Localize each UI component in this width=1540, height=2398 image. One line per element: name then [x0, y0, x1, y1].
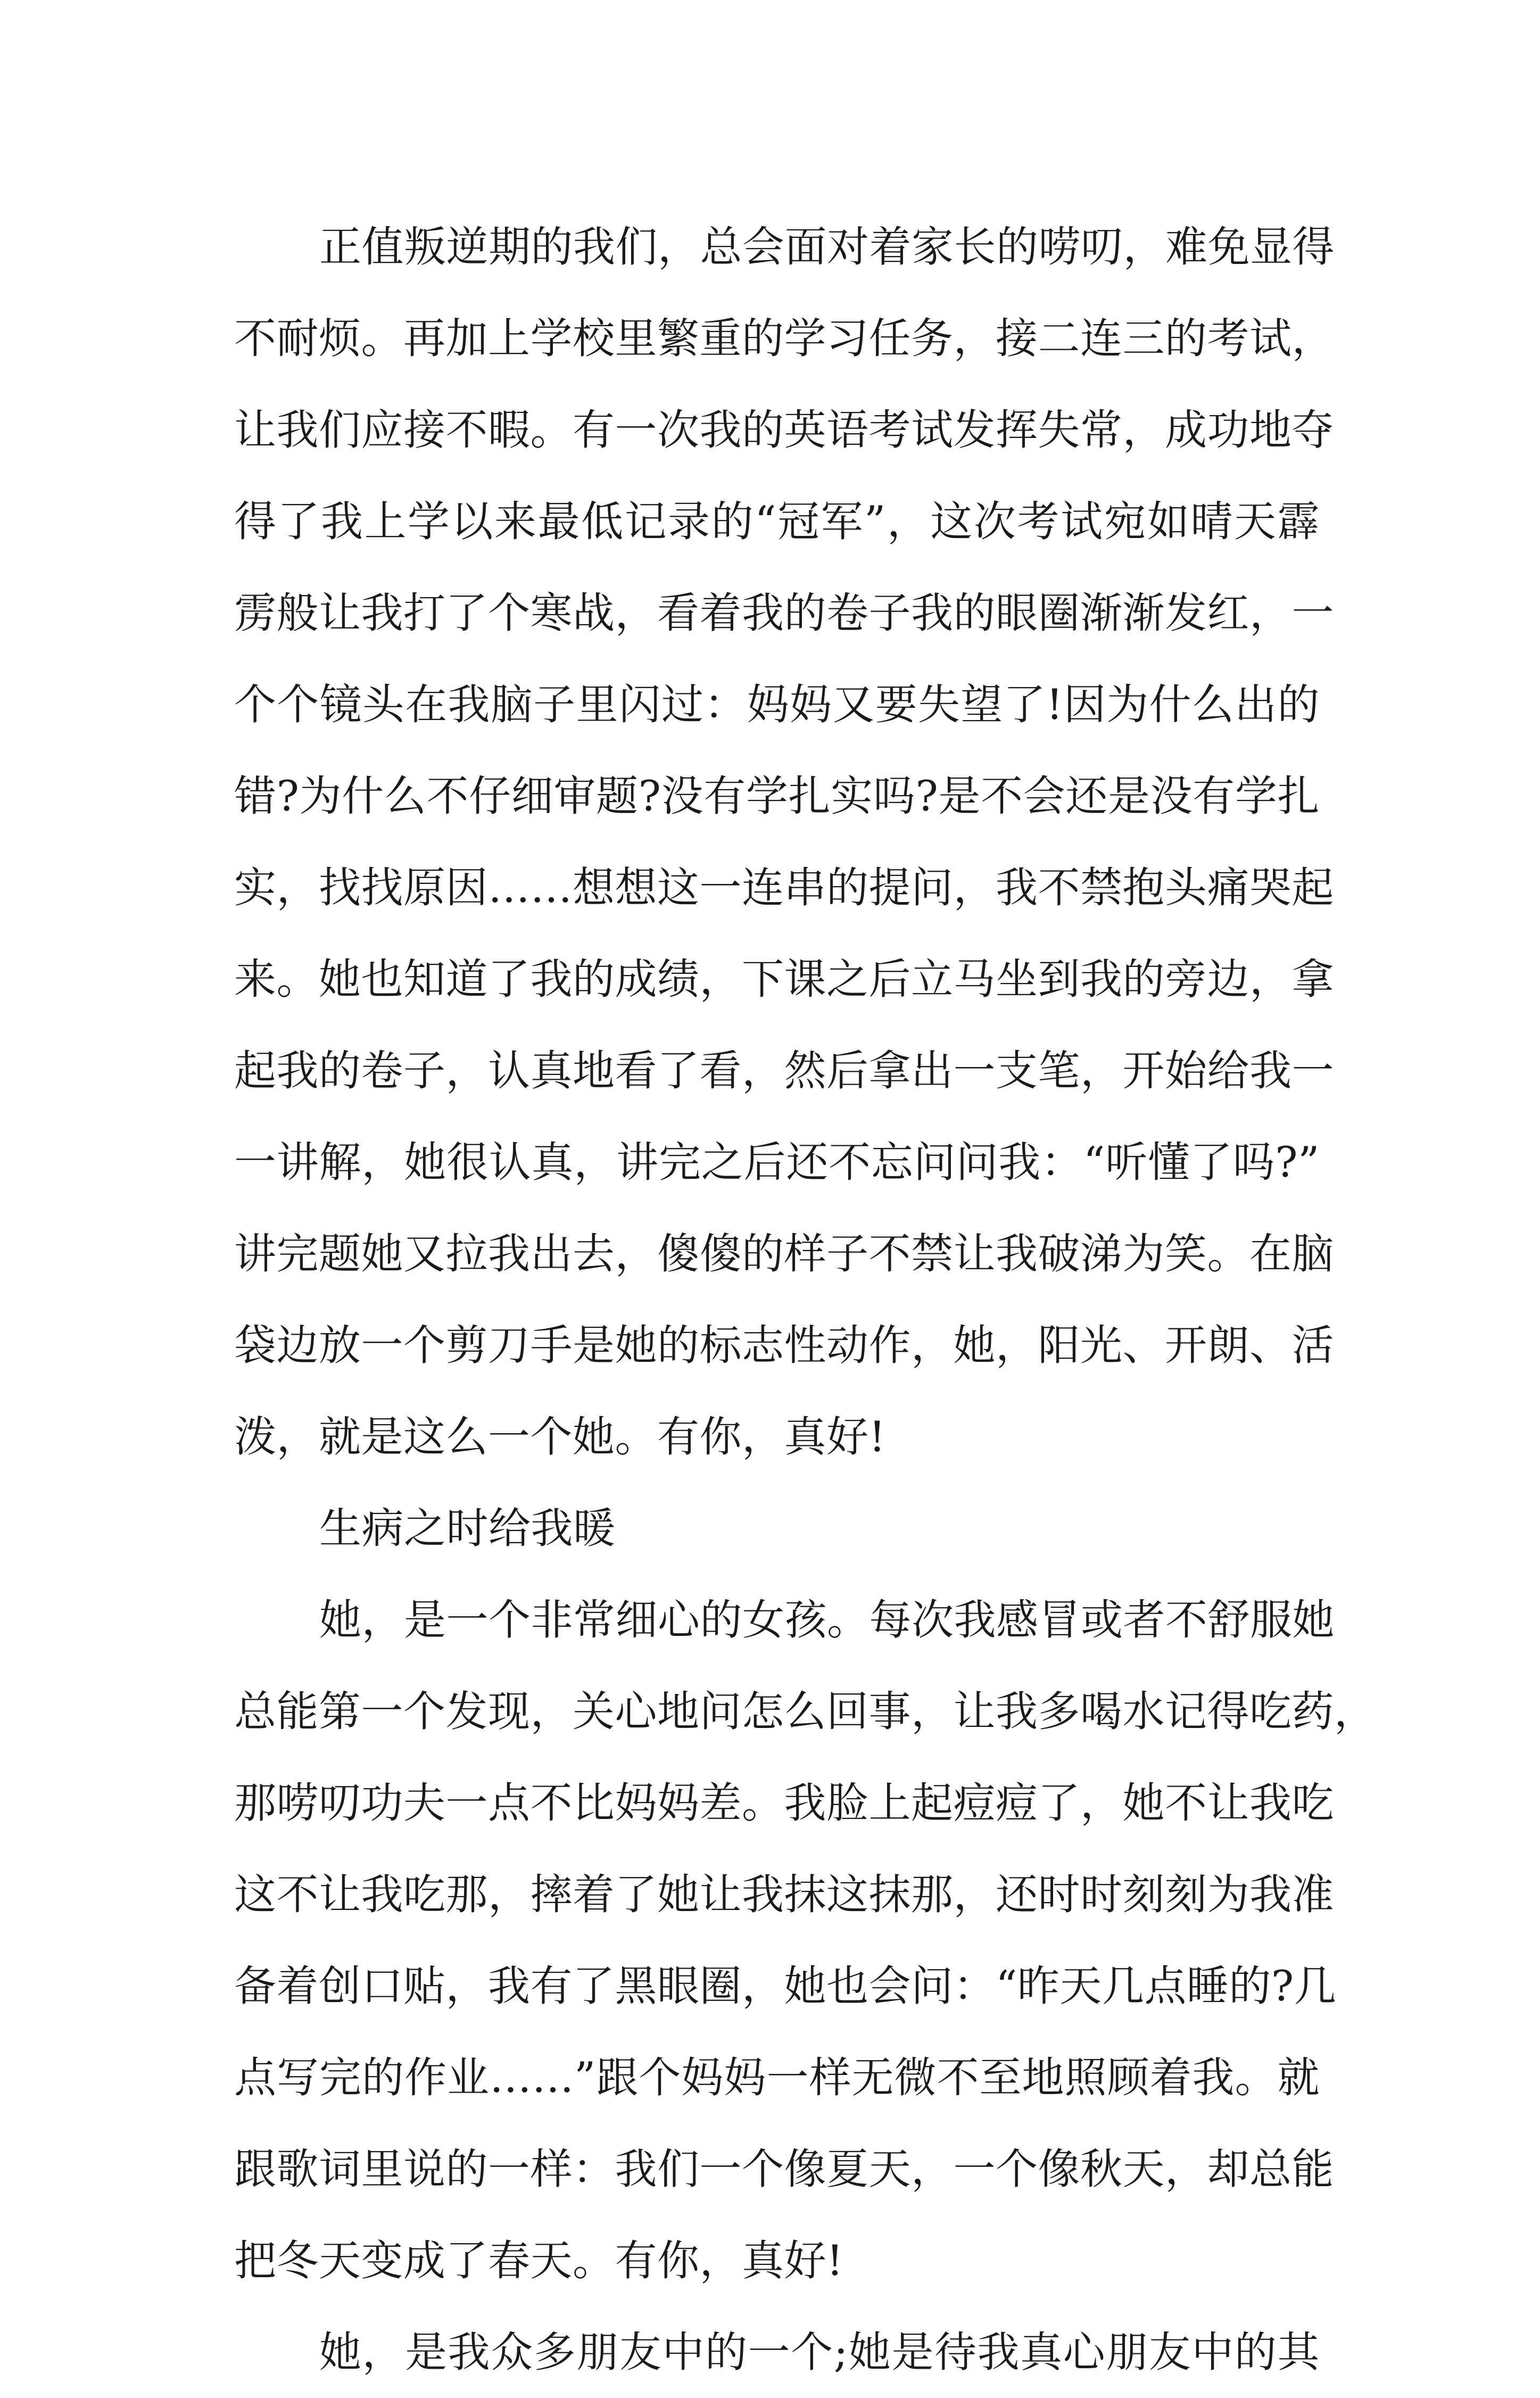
paragraph-line: 正值叛逆期的我们，总会面对着家长的唠叨，难免显得 — [319, 222, 1335, 271]
paragraph-line: 点写完的作业……”跟个妈妈一样无微不至地照顾着我。就 — [234, 2053, 1320, 2102]
paragraph-line: 不耐烦。再加上学校里繁重的学习任务，接二连三的考试， — [234, 314, 1334, 363]
paragraph-line: 雳般让我打了个寒战，看着我的卷子我的眼圈渐渐发红，一 — [234, 589, 1334, 638]
paragraph-line: 袋边放一个剪刀手是她的标志性动作，她，阳光、开朗、活 — [234, 1321, 1334, 1370]
paragraph-line: 总能第一个发现，关心地问怎么回事，让我多喝水记得吃药， — [234, 1687, 1377, 1736]
paragraph-line: 得了我上学以来最低记录的“冠军”，这次考试宛如晴天霹 — [234, 497, 1320, 546]
paragraph-line: 她，是一个非常细心的女孩。每次我感冒或者不舒服她 — [319, 1595, 1335, 1644]
body-text — [234, 201, 1377, 2398]
paragraph-line: 这不让我吃那，摔着了她让我抹这抹那，还时时刻刻为我准 — [234, 1870, 1334, 1919]
paragraph-line: 一讲解，她很认真，讲完之后还不忘问问我：“听懂了吗?” — [234, 1138, 1320, 1187]
paragraph-line: 那唠叨功夫一点不比妈妈差。我脸上起痘痘了，她不让我吃 — [234, 1779, 1334, 1828]
paragraph-line: 起我的卷子，认真地看了看，然后拿出一支笔，开始给我一 — [234, 1046, 1334, 1095]
paragraph-line: 个个镜头在我脑子里闪过：妈妈又要失望了!因为什么出的 — [234, 680, 1320, 729]
paragraph-line: 她，是我众多朋友中的一个;她是待我真心朋友中的其 — [319, 2328, 1320, 2377]
paragraph-line: 讲完题她又拉我出去，傻傻的样子不禁让我破涕为笑。在脑 — [234, 1229, 1334, 1278]
paragraph-line: 错?为什么不仔细审题?没有学扎实吗?是不会还是没有学扎 — [234, 772, 1320, 821]
paragraph-line: 来。她也知道了我的成绩，下课之后立马坐到我的旁边，拿 — [234, 955, 1334, 1004]
paragraph-line: 让我们应接不暇。有一次我的英语考试发挥失常，成功地夺 — [234, 406, 1334, 454]
section-heading: 生病之时给我暖 — [319, 1504, 616, 1553]
paragraph-line: 把冬天变成了春天。有你，真好! — [234, 2236, 844, 2285]
paragraph-line: 泼，就是这么一个她。有你，真好! — [234, 1412, 886, 1461]
paragraph-line: 实，找找原因……想想这一连串的提问，我不禁抱头痛哭起 — [234, 863, 1334, 912]
paragraph-line: 跟歌词里说的一样：我们一个像夏天，一个像秋天，却总能 — [234, 2145, 1334, 2194]
paragraph-line: 备着创口贴，我有了黑眼圈，她也会问：“昨天几点睡的?几 — [234, 1962, 1337, 2011]
